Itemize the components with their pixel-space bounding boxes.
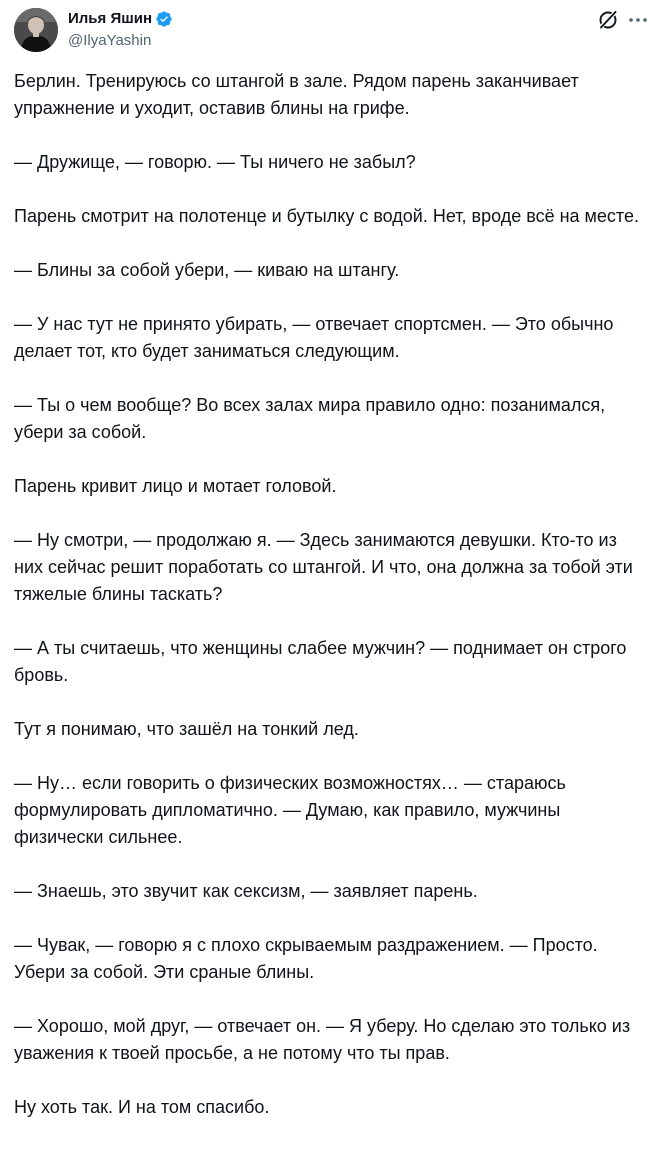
- tweet-paragraph: — Ну смотри, — продолжаю я. — Здесь занимаются девушки. Кто-то из них сейчас решит поработать со штангой. И что, она должна за тобой эти тяжелые блины таскать?: [14, 530, 633, 604]
- tweet-text: [14, 68, 650, 1121]
- tweet-paragraph: — Хорошо, мой друг, — отвечает он. — Я уберу. Но сделаю это только из уважения к твоей просьбе, а не потому что ты прав.: [14, 1016, 631, 1063]
- tweet-paragraph: Берлин. Тренируюсь со штангой в зале. Рядом парень заканчивает упражнение и уходит, оставив блины на грифе.: [14, 71, 579, 118]
- verified-badge-icon: [155, 10, 173, 28]
- tweet-paragraph: — Блины за собой убери, — киваю на штангу.: [14, 260, 400, 280]
- tweet-paragraph: — Ну… если говорить о физических возможностях… — стараюсь формулировать дипломатично. — Думаю, как правило, мужчины физически сильнее.: [14, 773, 566, 847]
- grok-icon[interactable]: [596, 8, 620, 32]
- avatar-image: [14, 8, 58, 52]
- author-display-name[interactable]: Илья Яшин: [68, 10, 153, 27]
- tweet-paragraph: — Ты о чем вообще? Во всех залах мира правило одно: позанимался, убери за собой.: [14, 395, 606, 442]
- tweet-paragraph: — Чувак, — говорю я с плохо скрываемым раздражением. — Просто. Убери за собой. Эти сраные блины.: [14, 935, 598, 982]
- author-name-row: [68, 9, 173, 29]
- tweet-paragraph: — У нас тут не принято убирать, — отвечает спортсмен. — Это обычно делает тот, кто будет заниматься следующим.: [14, 314, 614, 361]
- tweet-paragraph: — Знаешь, это звучит как сексизм, — заявляет парень.: [14, 881, 478, 901]
- author-handle[interactable]: @IlyaYashin: [68, 32, 152, 49]
- tweet-paragraph: Тут я понимаю, что зашёл на тонкий лед.: [14, 719, 359, 739]
- tweet-paragraph: — А ты считаешь, что женщины слабее мужчин? — поднимает он строго бровь.: [14, 638, 627, 685]
- more-icon[interactable]: [626, 8, 650, 32]
- tweet-header: [0, 0, 664, 62]
- tweet-paragraph: Парень смотрит на полотенце и бутылку с водой. Нет, вроде всё на месте.: [14, 206, 639, 226]
- tweet-paragraph: Ну хоть так. И на том спасибо.: [14, 1097, 270, 1117]
- tweet-paragraph: Парень кривит лицо и мотает головой.: [14, 476, 337, 496]
- tweet-paragraph: — Дружище, — говорю. — Ты ничего не забыл?: [14, 152, 416, 172]
- avatar[interactable]: [14, 8, 58, 52]
